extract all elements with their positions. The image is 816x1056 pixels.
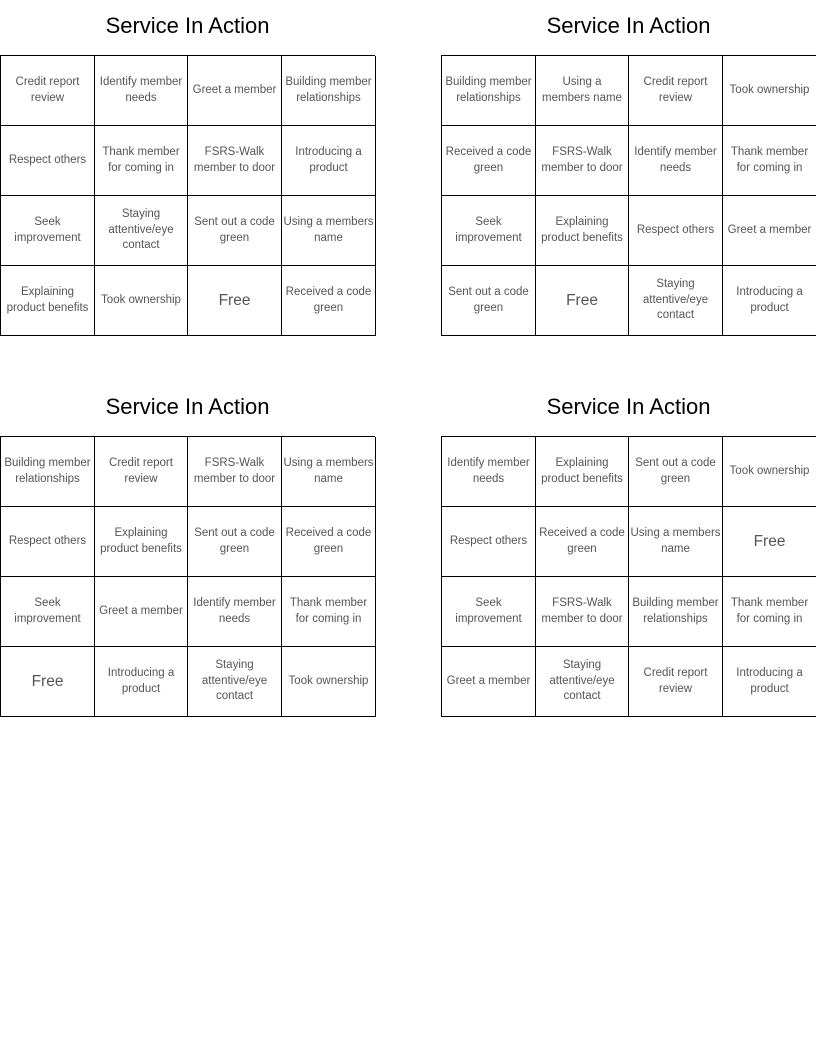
bingo-cell: Took ownership bbox=[282, 647, 376, 717]
bingo-cell: Explaining product benefits bbox=[1, 266, 95, 336]
bingo-cell: Took ownership bbox=[95, 266, 188, 336]
bingo-cell: Respect others bbox=[442, 507, 536, 577]
bingo-cell: Greet a member bbox=[723, 196, 816, 266]
free-cell: Free bbox=[723, 507, 816, 577]
bingo-cell: Building member relationships bbox=[629, 577, 723, 647]
bingo-cell: Seek improvement bbox=[1, 196, 95, 266]
bingo-cell: Using a members name bbox=[282, 196, 376, 266]
bingo-card-2 bbox=[441, 0, 816, 336]
bingo-cell: Using a members name bbox=[629, 507, 723, 577]
bingo-cell: Staying attentive/eye contact bbox=[95, 196, 188, 266]
bingo-cell: Using a members name bbox=[536, 56, 629, 126]
bingo-card-4 bbox=[441, 381, 816, 717]
bingo-cell: Greet a member bbox=[188, 56, 282, 126]
bingo-cell: Seek improvement bbox=[442, 577, 536, 647]
bingo-cell: Respect others bbox=[1, 126, 95, 196]
free-cell: Free bbox=[188, 266, 282, 336]
bingo-card-3 bbox=[0, 381, 375, 717]
bingo-cell: Thank member for coming in bbox=[282, 577, 376, 647]
bingo-cell: Thank member for coming in bbox=[723, 577, 816, 647]
bingo-cell: Building member relationships bbox=[1, 437, 95, 507]
bingo-cell: Introducing a product bbox=[95, 647, 188, 717]
bingo-cell: FSRS-Walk member to door bbox=[536, 126, 629, 196]
bingo-cell: Sent out a code green bbox=[442, 266, 536, 336]
bingo-cell: Explaining product benefits bbox=[536, 196, 629, 266]
bingo-cell: Received a code green bbox=[282, 507, 376, 577]
bingo-cell: Credit report review bbox=[629, 647, 723, 717]
bingo-cell: FSRS-Walk member to door bbox=[188, 126, 282, 196]
free-cell: Free bbox=[536, 266, 629, 336]
bingo-cell: Sent out a code green bbox=[188, 196, 282, 266]
bingo-cell: Took ownership bbox=[723, 56, 816, 126]
card-title: Service In Action bbox=[546, 394, 711, 419]
bingo-grid bbox=[441, 436, 816, 717]
bingo-grid bbox=[441, 55, 816, 336]
bingo-cell: Introducing a product bbox=[282, 126, 376, 196]
bingo-cell: Received a code green bbox=[282, 266, 376, 336]
bingo-cell: Identify member needs bbox=[95, 56, 188, 126]
card-title: Service In Action bbox=[546, 13, 711, 38]
bingo-grid bbox=[0, 436, 375, 717]
bingo-cell: Seek improvement bbox=[1, 577, 95, 647]
bingo-cell: FSRS-Walk member to door bbox=[536, 577, 629, 647]
bingo-cell: Staying attentive/eye contact bbox=[629, 266, 723, 336]
bingo-cell: Identify member needs bbox=[188, 577, 282, 647]
card-title: Service In Action bbox=[105, 13, 270, 38]
bingo-cell: Building member relationships bbox=[282, 56, 376, 126]
bingo-cell: Introducing a product bbox=[723, 266, 816, 336]
bingo-cell: Staying attentive/eye contact bbox=[536, 647, 629, 717]
bingo-cell: Respect others bbox=[629, 196, 723, 266]
bingo-cell: Explaining product benefits bbox=[536, 437, 629, 507]
free-cell: Free bbox=[1, 647, 95, 717]
bingo-cell: Credit report review bbox=[95, 437, 188, 507]
bingo-cell: Thank member for coming in bbox=[95, 126, 188, 196]
bingo-cell: Seek improvement bbox=[442, 196, 536, 266]
bingo-cell: Thank member for coming in bbox=[723, 126, 816, 196]
bingo-cell: Credit report review bbox=[1, 56, 95, 126]
bingo-cell: FSRS-Walk member to door bbox=[188, 437, 282, 507]
bingo-cell: Took ownership bbox=[723, 437, 816, 507]
bingo-cell: Explaining product benefits bbox=[95, 507, 188, 577]
bingo-cell: Credit report review bbox=[629, 56, 723, 126]
bingo-cell: Identify member needs bbox=[442, 437, 536, 507]
bingo-cell: Introducing a product bbox=[723, 647, 816, 717]
bingo-cell: Respect others bbox=[1, 507, 95, 577]
bingo-cell: Greet a member bbox=[442, 647, 536, 717]
bingo-cell: Building member relationships bbox=[442, 56, 536, 126]
bingo-cell: Sent out a code green bbox=[629, 437, 723, 507]
bingo-cell: Using a members name bbox=[282, 437, 376, 507]
bingo-cell: Sent out a code green bbox=[188, 507, 282, 577]
card-title: Service In Action bbox=[105, 394, 270, 419]
bingo-cell: Greet a member bbox=[95, 577, 188, 647]
bingo-card-1 bbox=[0, 0, 375, 336]
bingo-cell: Received a code green bbox=[536, 507, 629, 577]
bingo-cell: Identify member needs bbox=[629, 126, 723, 196]
bingo-cell: Received a code green bbox=[442, 126, 536, 196]
bingo-grid bbox=[0, 55, 375, 336]
bingo-cell: Staying attentive/eye contact bbox=[188, 647, 282, 717]
